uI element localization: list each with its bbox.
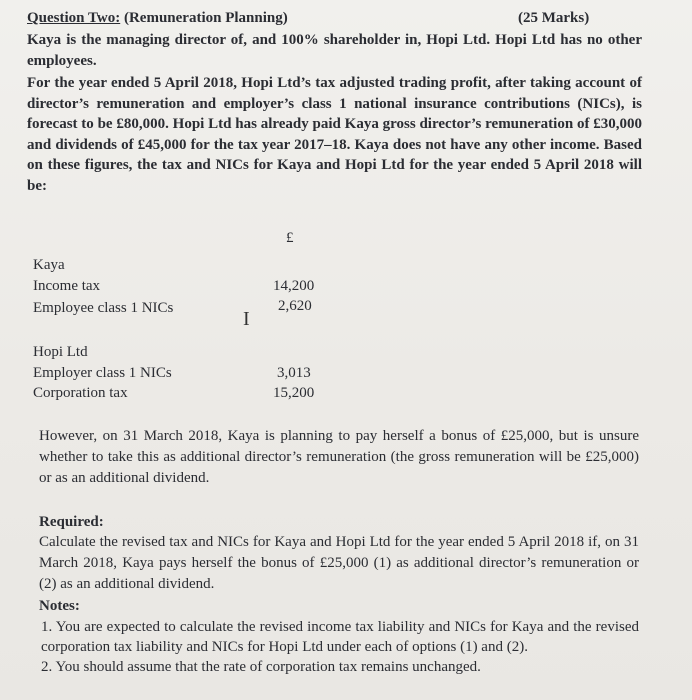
scenario-paragraph: For the year ended 5 April 2018, Hopi Ltd’s tax adjusted trading profit, after taking account of director’s remuneration and employer’s class 1 national insurance contributions (NICs), is forecast to be £80,000. Hopi Ltd has already paid Kaya gross director’s remuneration of £30,000 and dividends of £45,000 for the tax year 2017–18. Kaya does not have any other income. Based on these figures, the tax and NICs for Kaya and Hopi Ltd for the year ended 5 April 2018 will be: xyxy=(27,75,642,194)
row-value-employer-nics: 3,013 xyxy=(277,365,311,381)
currency-header: £ xyxy=(286,230,294,246)
text-cursor-icon: I xyxy=(243,308,250,330)
row-value-income-tax: 14,200 xyxy=(273,278,315,294)
note-item-2: 2. You should assume that the rate of corporation tax remains unchanged. xyxy=(41,659,481,675)
row-label-employee-nics: Employee class 1 NICs xyxy=(33,300,174,316)
row-value-corporation-tax: 15,200 xyxy=(273,385,315,401)
group-hopi-title: Hopi Ltd xyxy=(33,344,88,360)
intro-text: Kaya is the managing director of, and 100% shareholder in, Hopi Ltd. Hopi Ltd has no other employees. xyxy=(27,32,642,69)
notes-title: Notes: xyxy=(39,598,80,614)
row-value-employee-nics: 2,620 xyxy=(278,298,312,314)
row-label-employer-nics: Employer class 1 NICs xyxy=(33,365,172,381)
question-heading-topic: (Remuneration Planning) xyxy=(120,10,288,26)
question-marks: (25 Marks) xyxy=(518,10,590,26)
note-item-1: 1. You are expected to calculate the revised income tax liability and NICs for Kaya and the revised corporation tax liability and NICs for Hopi Ltd under each of options (1) and (2). xyxy=(41,619,639,655)
bonus-paragraph: However, on 31 March 2018, Kaya is planning to pay herself a bonus of £25,000, but is unsure whether to take this as additional director’s remuneration (the gross remuneration will be £25,000) or as an additional dividend. xyxy=(39,428,639,486)
question-heading-label: Question Two: xyxy=(27,10,121,26)
row-label-income-tax: Income tax xyxy=(33,278,101,294)
question-heading xyxy=(27,8,288,28)
row-label-corporation-tax: Corporation tax xyxy=(33,385,128,401)
group-kaya-title: Kaya xyxy=(33,257,65,273)
required-text: Calculate the revised tax and NICs for Kaya and Hopi Ltd for the year ended 5 April 2018 if, on 31 March 2018, Kaya pays herself the bonus of £25,000 (1) as additional director’s remuneration or (2) as an additional dividend. xyxy=(39,534,639,592)
required-title: Required: xyxy=(39,514,104,530)
